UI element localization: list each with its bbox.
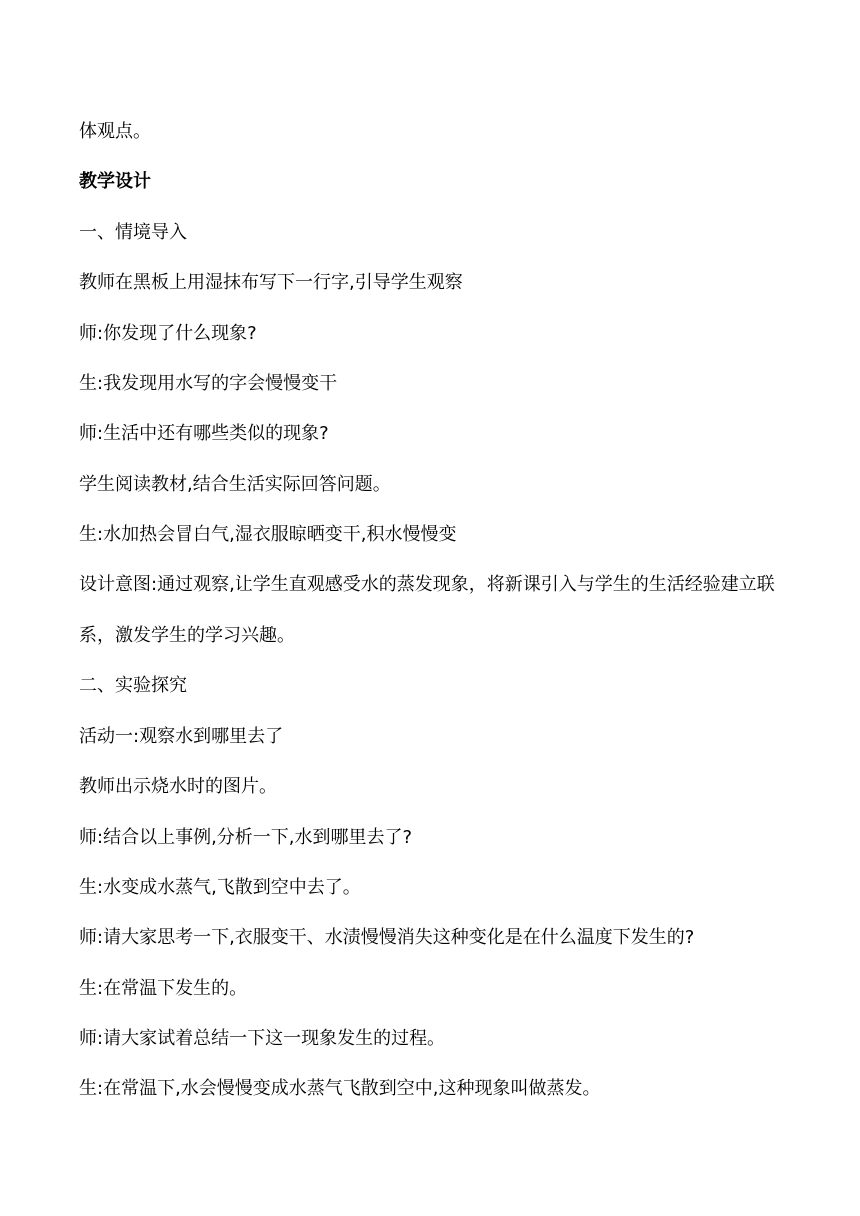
text-line: 师:结合以上事例,分析一下,水到哪里去了?: [79, 826, 413, 848]
text-line: 生:在常温下发生的。: [79, 977, 248, 999]
text-line: 生:水加热会冒白气,湿衣服晾晒变干,积水慢慢变: [79, 524, 457, 546]
text-line: 生:水变成水蒸气,飞散到空中去了。: [79, 876, 361, 898]
text-line: 师:你发现了什么现象?: [79, 322, 257, 344]
design-intent-paragraph: 设计意图:通过观察,让学生直观感受水的蒸发现象，将新课引入与学生的生活经验建立联系，激发学生的学习兴趣。: [79, 574, 775, 646]
text-line: 师:请大家试着总结一下这一现象发生的过程。: [79, 1028, 446, 1050]
text-line: 学生阅读教材,结合生活实际回答问题。: [79, 473, 391, 495]
text-line: 生:在常温下,水会慢慢变成水蒸气飞散到空中,这种现象叫做蒸发。: [79, 1078, 601, 1100]
text-line: 师:请大家思考一下,衣服变干、水渍慢慢消失这种变化是在什么温度下发生的?: [79, 927, 695, 949]
section-heading: 教学设计: [79, 171, 151, 193]
text-line: 师:生活中还有哪些类似的现象?: [79, 423, 329, 445]
document-body: [79, 119, 789, 1127]
text-line: 教师出示烧水时的图片。: [79, 776, 277, 798]
text-line: 教师在黑板上用湿抹布写下一行字,引导学生观察: [79, 272, 463, 294]
subsection-heading: 二、实验探究: [79, 675, 187, 697]
text-line: 活动一:观察水到哪里去了: [79, 725, 284, 747]
text-line: 体观点。: [79, 121, 151, 142]
text-line: 生:我发现用水写的字会慢慢变干: [79, 372, 338, 394]
subsection-heading: 一、情境导入: [79, 221, 187, 243]
